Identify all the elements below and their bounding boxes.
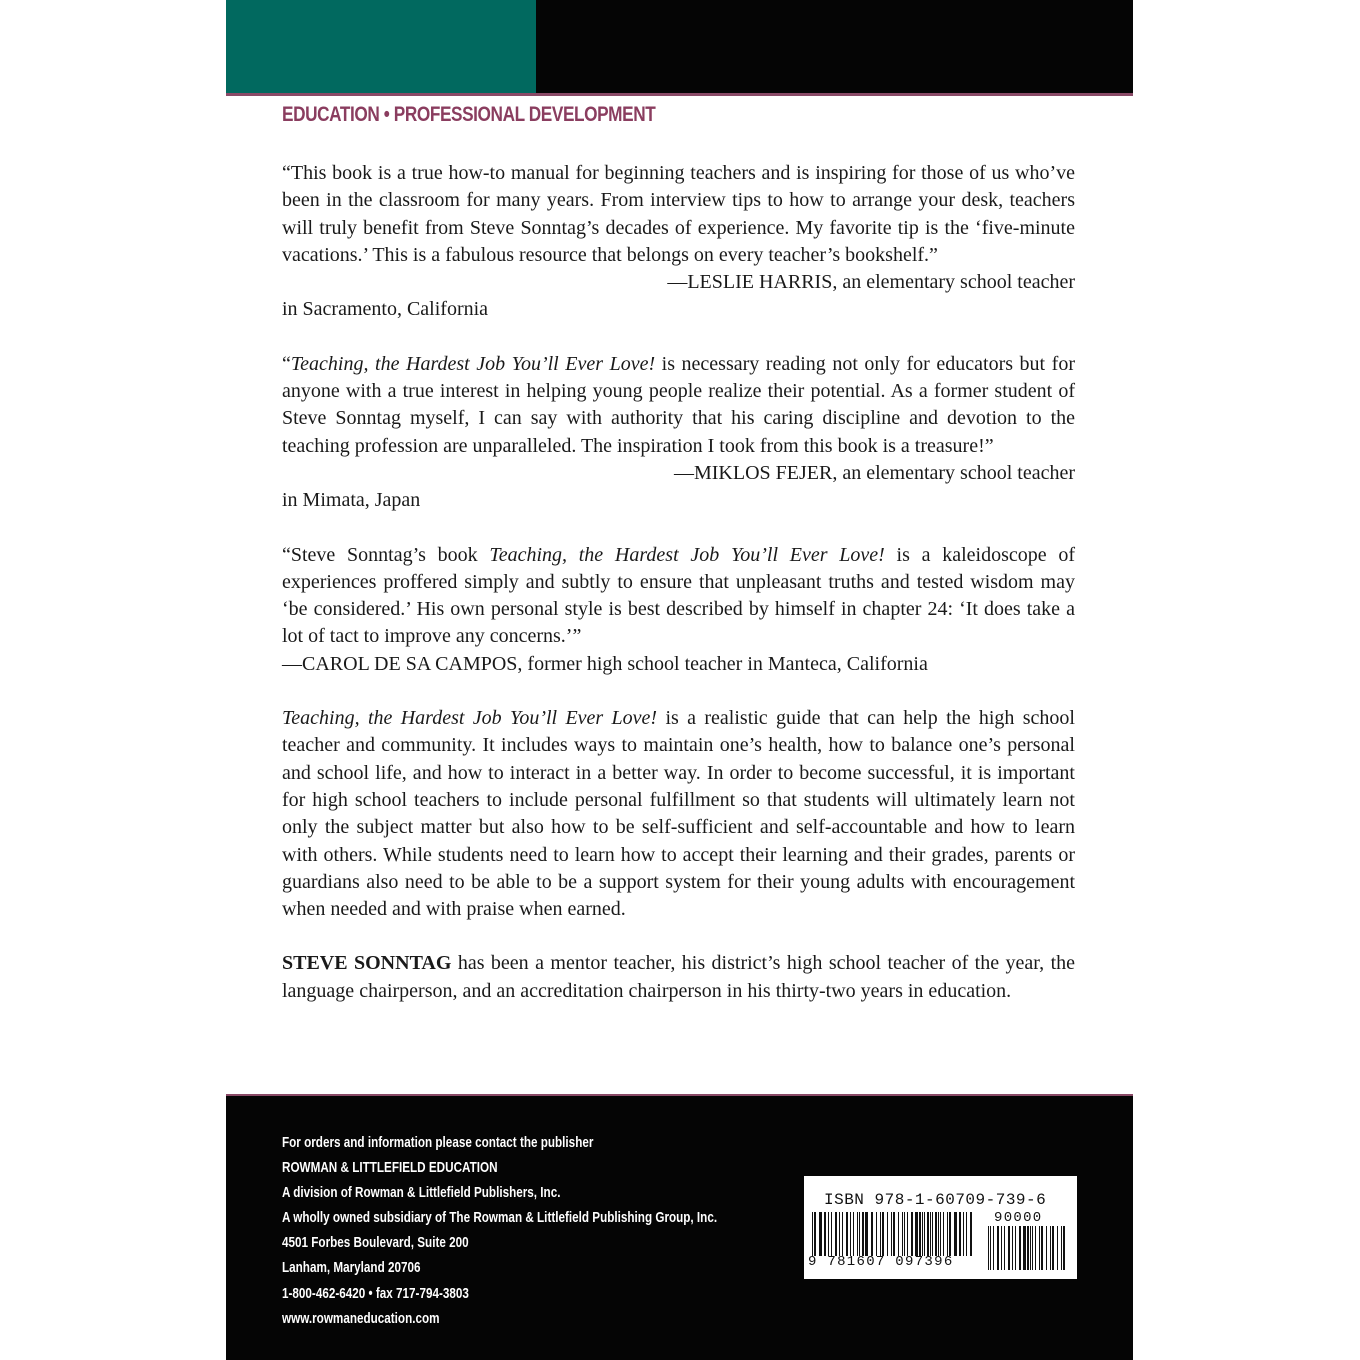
quote-3-text-before: “Steve Sonntag’s book <box>282 543 490 566</box>
barcode-bar <box>988 1226 989 1270</box>
barcode-bar <box>850 1212 851 1256</box>
barcode-bar <box>935 1212 937 1256</box>
barcode-bar <box>1012 1226 1013 1270</box>
barcode-bar <box>932 1212 933 1256</box>
quote-1 <box>282 160 1075 324</box>
barcode-bar <box>859 1212 860 1256</box>
barcode-bar <box>915 1212 918 1256</box>
barcode-digits: 9 781607 097396 <box>808 1254 954 1270</box>
barcode-bar <box>990 1226 991 1270</box>
barcode-bar <box>812 1212 813 1256</box>
barcode-bar <box>902 1212 903 1256</box>
barcode-bar <box>1041 1226 1043 1270</box>
quote-3 <box>282 542 1075 678</box>
barcode-bar <box>922 1212 923 1256</box>
quote-1-text: “This book is a true how-to manual for beginning teachers and is inspiring for those of us who’ve been in the classroom for many years. From interview tips to how to arrange your desk, teachers will truly benefit from Steve Sonntag’s decades of experience. My favorite tip is the ‘five-minute vacations.’ This is a fabulous resource that belongs on every teacher’s bookshelf.” <box>282 162 1075 266</box>
publisher-address-city: Lanham, Maryland 20706 <box>282 1259 421 1277</box>
barcode-bar <box>835 1212 837 1256</box>
quote-3-book-title: Teaching, the Hardest Job You’ll Ever Love! <box>489 543 885 566</box>
barcode-bar <box>819 1212 822 1256</box>
barcode-bar <box>824 1212 826 1256</box>
barcode-bar <box>940 1212 941 1256</box>
barcode-bar <box>1063 1226 1065 1270</box>
barcode-bar <box>842 1212 843 1256</box>
barcode-bar <box>997 1226 999 1270</box>
barcode-bar <box>1050 1226 1051 1270</box>
barcode-bar <box>949 1212 951 1256</box>
back-cover-text <box>282 160 1075 1005</box>
isbn-barcode <box>804 1176 1077 1279</box>
barcode-bar <box>880 1212 881 1256</box>
barcode-bar <box>930 1212 931 1256</box>
barcode-bar <box>904 1212 905 1256</box>
barcode-bar <box>966 1212 967 1256</box>
publisher-info <box>282 1130 717 1331</box>
barcode-bar <box>891 1212 892 1256</box>
barcode-bar <box>1015 1226 1016 1270</box>
barcode-bar <box>1030 1226 1031 1270</box>
barcode-bar <box>853 1212 854 1256</box>
barcode-bar <box>1061 1226 1062 1270</box>
barcode-bar <box>1046 1226 1047 1270</box>
barcode-bar <box>846 1212 848 1256</box>
quote-2-open-mark: “ <box>282 352 291 375</box>
publisher-phone: 1-800-462-6420 • fax 717-794-3803 <box>282 1284 469 1302</box>
teal-block <box>226 0 536 93</box>
barcode-addon-digits: 90000 <box>994 1210 1043 1226</box>
barcode-bar <box>865 1212 868 1256</box>
barcode-bar <box>970 1212 972 1256</box>
barcode-bar <box>1032 1226 1033 1270</box>
barcode-bar <box>862 1212 864 1256</box>
publisher-subsidiary: A wholly owned subsidiary of The Rowman & Littlefield Publishing Group, Inc. <box>282 1209 718 1227</box>
barcode-bar <box>927 1212 929 1256</box>
author-name: STEVE SONNTAG <box>282 952 452 975</box>
quote-2-text: is necessary reading not only for educators but for anyone with a true interest in helping young people realize their potential. As a former student of Steve Sonntag myself, I can say with authority that his caring discipline and devotion to the teaching profession are unparalleled. The inspiration I took from this book is a treasure!” <box>282 352 1075 457</box>
barcode-bar <box>911 1212 913 1256</box>
barcode-bar <box>1008 1226 1010 1270</box>
quote-1-attribution: —LESLIE HARRIS, an elementary school teacher <box>667 271 1075 294</box>
barcode-bar <box>1035 1226 1036 1270</box>
publisher-address-street: 4501 Forbes Boulevard, Suite 200 <box>282 1234 469 1252</box>
barcode-bar <box>1004 1226 1005 1270</box>
author-bio-text: has been a mentor teacher, his district’s high school teacher of the year, the language chairperson, and an accreditation chairperson in his thirty-two years in education. <box>282 952 1076 1002</box>
barcode-bar <box>924 1212 925 1256</box>
barcode-bar <box>893 1212 895 1256</box>
publisher-division: A division of Rowman & Littlefield Publishers, Inc. <box>282 1184 561 1202</box>
barcode-bar <box>898 1212 899 1256</box>
top-accent-rule <box>226 93 1133 96</box>
publisher-name: ROWMAN & LITTLEFIELD EDUCATION <box>282 1159 498 1177</box>
barcode-bar <box>828 1212 829 1256</box>
barcode-bar <box>993 1226 994 1270</box>
description-text: is a realistic guide that can help the high school teacher and community. It includes ways to maintain one’s health, how to balance one’s personal and school life, and how to interact in a better way. In order to become successful, it is important for high school teachers to include personal fulfillment so that students will ultimately learn not only the subject matter but also how to be self-sufficient and self-accountable and how to learn with others. While students need to learn how to accept their learning and their grades, parents or guardians also need to be able to be a support system for their young adults with encouragement when needed and with praise when earned. <box>282 707 1075 921</box>
barcode-bar <box>871 1212 873 1256</box>
book-back-cover <box>226 0 1133 1360</box>
isbn-label: ISBN 978-1-60709-739-6 <box>824 1191 1047 1209</box>
quote-2-attribution: —MIKLOS FEJER, an elementary school teacher <box>673 461 1075 484</box>
quote-1-attribution-location: in Sacramento, California <box>282 298 489 321</box>
publisher-website: www.rowmaneducation.com <box>282 1309 440 1327</box>
book-description <box>282 705 1075 923</box>
barcode-bar <box>1001 1226 1002 1270</box>
quote-2-attribution-location: in Mimata, Japan <box>282 489 421 512</box>
barcode-bar <box>907 1212 908 1256</box>
barcode-bar <box>1023 1226 1026 1270</box>
barcode-bar <box>814 1212 816 1256</box>
barcode-bar <box>1019 1226 1021 1270</box>
barcode-bar <box>954 1212 957 1256</box>
author-bio <box>282 950 1075 1005</box>
barcode-bar <box>857 1212 858 1256</box>
barcode-bar <box>1027 1226 1029 1270</box>
publisher-contact-line: For orders and information please contact the publisher <box>282 1134 594 1151</box>
quote-3-attribution: —CAROL DE SA CAMPOS, former high school teacher in Manteca, California <box>282 652 928 675</box>
barcode-bar <box>947 1212 948 1256</box>
barcode-bar <box>876 1212 877 1256</box>
barcode-bar <box>919 1212 921 1256</box>
quote-2-book-title: Teaching, the Hardest Job You’ll Ever Love! <box>290 352 656 375</box>
barcode-bar <box>963 1212 964 1256</box>
barcode-bar <box>1052 1226 1054 1270</box>
barcode-bar <box>938 1212 939 1256</box>
barcode-bar <box>882 1212 884 1256</box>
barcode-bar <box>831 1212 832 1256</box>
description-book-title: Teaching, the Hardest Job You’ll Ever Love! <box>282 707 658 730</box>
barcode-bar <box>839 1212 840 1256</box>
barcode-bar <box>943 1212 944 1256</box>
barcode-bar <box>1039 1226 1040 1270</box>
category-label: EDUCATION • PROFESSIONAL DEVELOPMENT <box>282 103 656 126</box>
quote-3-text-after: is a kaleidoscope of experiences proffered simply and subtly to ensure that unpleasant truths and tested wisdom may ‘be considered.’ His own personal style is best described by himself in chapter 24: ‘It does take a lot of tact to improve any concerns.’” <box>282 543 1076 648</box>
barcode-bar <box>1057 1226 1058 1270</box>
barcode-bar <box>959 1212 961 1256</box>
top-color-band <box>226 0 1133 93</box>
barcode-bar <box>887 1212 888 1256</box>
quote-2 <box>282 351 1075 515</box>
